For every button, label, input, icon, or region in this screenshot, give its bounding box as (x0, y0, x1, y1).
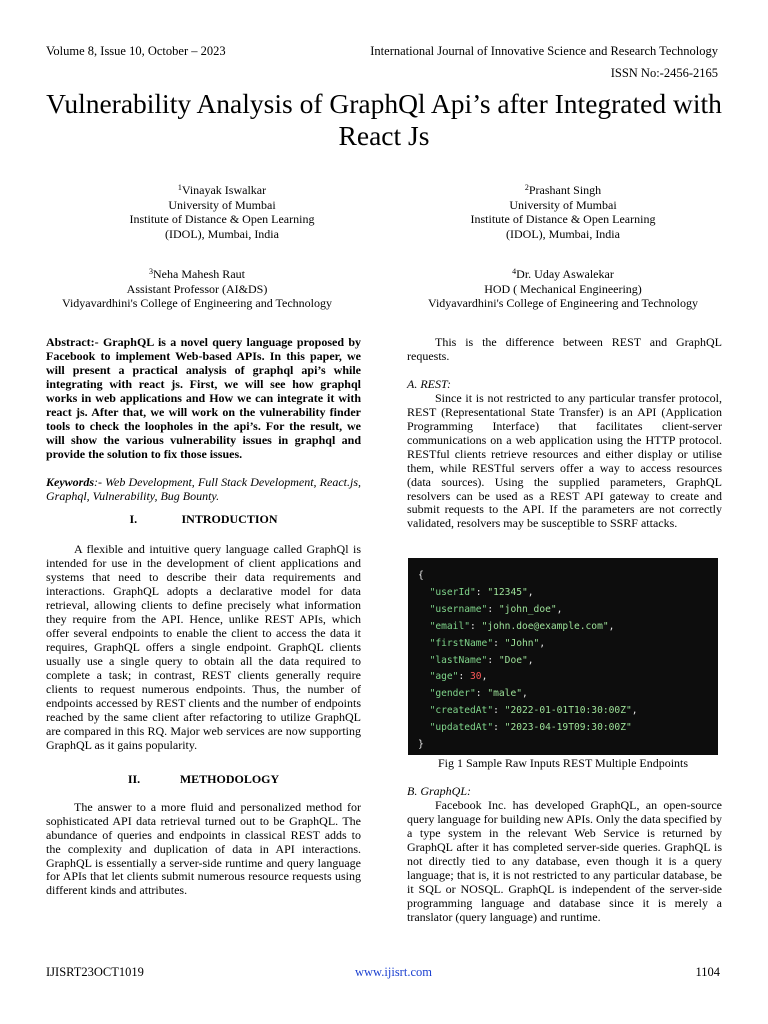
code-value: "Doe" (498, 654, 528, 666)
code-value: "2022-01-01T10:30:00Z" (504, 705, 632, 717)
code-key: "age" (429, 671, 459, 683)
keywords-text: :- Web Development, Full Stack Development, React.js, Graphql, Vulnerability, Bug Bounty. (46, 474, 361, 503)
issn: ISSN No:-2456-2165 (610, 66, 718, 80)
code-line: "createdAt": "2022-01-01T10:30:00Z", (429, 705, 638, 717)
code-key: "email" (429, 620, 470, 632)
code-value: "2023-04-19T09:30:00Z" (504, 722, 632, 734)
author-1-sup: 1 (177, 183, 182, 192)
code-sample-figure (408, 558, 718, 755)
keywords-label: Keywords (46, 474, 94, 489)
section-number-2: II. (127, 771, 141, 786)
code-line: "userId": "12345", (429, 586, 534, 598)
code-lines (408, 585, 718, 737)
rest-text: Since it is not restricted to any particular transfer protocol, REST (Representational State Transfer) is an API (Application Programming Interface) that facilitates client-server communications on a web application using the HTTP protocol. RESTful clients retrieve resources and either display or utilise them, while RESTful servers offer a way to access resources (data sources). Using the supplied parameters, GraphQL resolvers can be used as a REST API gateway to create and submit requests to the API. If the parameters are not correctly validated, resolvers may be susceptible to SSRF attacks. (407, 390, 722, 531)
code-value: "john.doe@example.com" (481, 620, 609, 632)
abstract: Abstract:- GraphQL is a novel query language proposed by Facebook to implement Web-based APIs. In this paper, we will present a practical analysis of graphql api’s while integrating with react js. First, we will see how graphql works in web applications and How we can integrate it with react js. After that, we will work on the vulnerability finder tools to check the loopholes in the api’s. For the result, we will show the various vulnerability issues in graphql and provide the solution to fix those issues. (46, 335, 361, 461)
author-4-name: Dr. Uday Aswalekar (516, 267, 614, 281)
paper-id: IJISRT23OCT1019 (46, 965, 144, 979)
footer-link-wrap (355, 965, 432, 980)
author-4-affil-1: HOD ( Mechanical Engineering) (484, 281, 642, 296)
author-4 (413, 265, 713, 311)
code-key: "createdAt" (429, 705, 494, 717)
volume-info: Volume 8, Issue 10, October – 2023 (46, 44, 226, 58)
author-1-name: Vinayak Iswalkar (181, 183, 267, 197)
author-1-affil-3: (IDOL), Mumbai, India (165, 226, 279, 241)
author-3-name: Neha Mahesh Raut (153, 267, 245, 281)
code-value: "male" (487, 688, 522, 700)
keywords (46, 476, 361, 504)
section-title-introduction: INTRODUCTION (181, 512, 278, 527)
code-key: "firstName" (429, 637, 494, 649)
code-value: "John" (504, 637, 540, 649)
left-column (46, 336, 361, 898)
right-column-top (407, 336, 722, 531)
author-2-sup: 2 (524, 183, 529, 192)
subsection-heading-rest: A. REST: (407, 376, 451, 391)
journal-website-link[interactable]: www.ijisrt.com (355, 965, 432, 979)
author-2-affil-2: Institute of Distance & Open Learning (470, 212, 656, 226)
code-key: "userId" (429, 586, 476, 598)
author-2-name: Prashant Singh (528, 183, 602, 197)
author-3-affil-1: Assistant Professor (AI&DS) (126, 281, 268, 296)
code-line: "updatedAt": "2023-04-19T09:30:00Z" (429, 722, 632, 734)
code-key: "lastName" (429, 654, 488, 666)
author-4-affil-2: Vidyavardhini's College of Engineering and Technology (428, 296, 698, 310)
code-line: "email": "john.doe@example.com", (429, 620, 615, 632)
code-line: "gender": "male", (429, 688, 528, 700)
graphql-text: Facebook Inc. has developed GraphQL, an open-source query language for building new APIs. Only the data specified by a type system in the relevant Web Service is returned by GraphQL after it has completed server-side queries. GraphQL is not directly tied to any database, even though it is a query language; that is, it is not restricted to any particular database, be it SQL or NOSQL. GraphQL is independent of the server-side programming language and database since it is merely a translator (query language) and runtime. (407, 797, 722, 924)
section-title-methodology: METHODOLOGY (179, 771, 280, 786)
code-line: "firstName": "John", (429, 637, 546, 649)
methodology-text: The answer to a more fluid and personalized method for sophisticated API data retrieval turned out to be GraphQL. The abundance of queries and endpoints in classical REST adds to the complexity and duplication of data in API interactions. GraphQL is essentially a server-side runtime and query language for APIs that let clients submit numerous resource requests using different kinds and attributes. (46, 799, 361, 898)
author-1-affil-2: Institute of Distance & Open Learning (129, 212, 315, 226)
rest-graphql-difference-text: This is the difference between REST and GraphQL requests. (407, 335, 722, 363)
code-key: "gender" (429, 688, 476, 700)
code-key: "username" (429, 603, 488, 615)
section-number-1: I. (129, 512, 138, 527)
code-value: "12345" (487, 586, 528, 598)
paper-title: Vulnerability Analysis of GraphQl Api’s after Integrated with React Js (46, 88, 722, 151)
section-heading-introduction (46, 513, 361, 527)
page-number: 1104 (695, 965, 720, 979)
code-value: "john_doe" (498, 603, 557, 615)
figure-caption: Fig 1 Sample Raw Inputs REST Multiple Endpoints (437, 756, 689, 770)
author-3 (47, 265, 347, 311)
author-3-sup: 3 (149, 267, 153, 276)
code-line: "lastName": "Doe", (429, 654, 534, 666)
subsection-heading-graphql: B. GraphQL: (407, 784, 472, 798)
right-column-bottom (407, 785, 722, 925)
code-close-brace: } (418, 739, 424, 751)
author-2 (413, 181, 713, 241)
code-open-brace: { (418, 570, 424, 581)
author-3-affil-2: Vidyavardhini's College of Engineering and Technology (62, 296, 332, 310)
author-4-sup: 4 (512, 267, 517, 276)
author-2-affil-1: University of Mumbai (509, 197, 617, 212)
code-line: "age": 30, (429, 671, 488, 683)
code-value: 30 (470, 671, 482, 683)
section-heading-methodology (46, 773, 361, 787)
author-1 (72, 181, 372, 241)
code-key: "updatedAt" (429, 722, 494, 734)
introduction-text: A flexible and intuitive query language called GraphQl is intended for use in the development of client applications and systems that need to describe their data requirements and interactions. GraphQL adopts a declarative model for data retrieval, allowing clients to define precisely what information they require from the API. Hence, unlike REST APIs, which offer several endpoints to enable the client to access the data it requires, GraphQL offers a single endpoint. GraphQL clients usually use a single query to obtain all the data required to complete a task; in contrast, REST clients generally require clients to request numerous endpoints. Thus, the number of endpoints accessed by REST clients and the number of endpoints reached by the same client after refactoring to utilize GraphQL are compared in this RQ. Major web services are now supporting GraphQL as it gains popularity. (46, 542, 361, 752)
journal-name: International Journal of Innovative Science and Research Technology (370, 44, 718, 58)
author-1-affil-1: University of Mumbai (168, 197, 276, 212)
code-line: "username": "john_doe", (429, 603, 563, 615)
author-2-affil-3: (IDOL), Mumbai, India (506, 226, 620, 241)
